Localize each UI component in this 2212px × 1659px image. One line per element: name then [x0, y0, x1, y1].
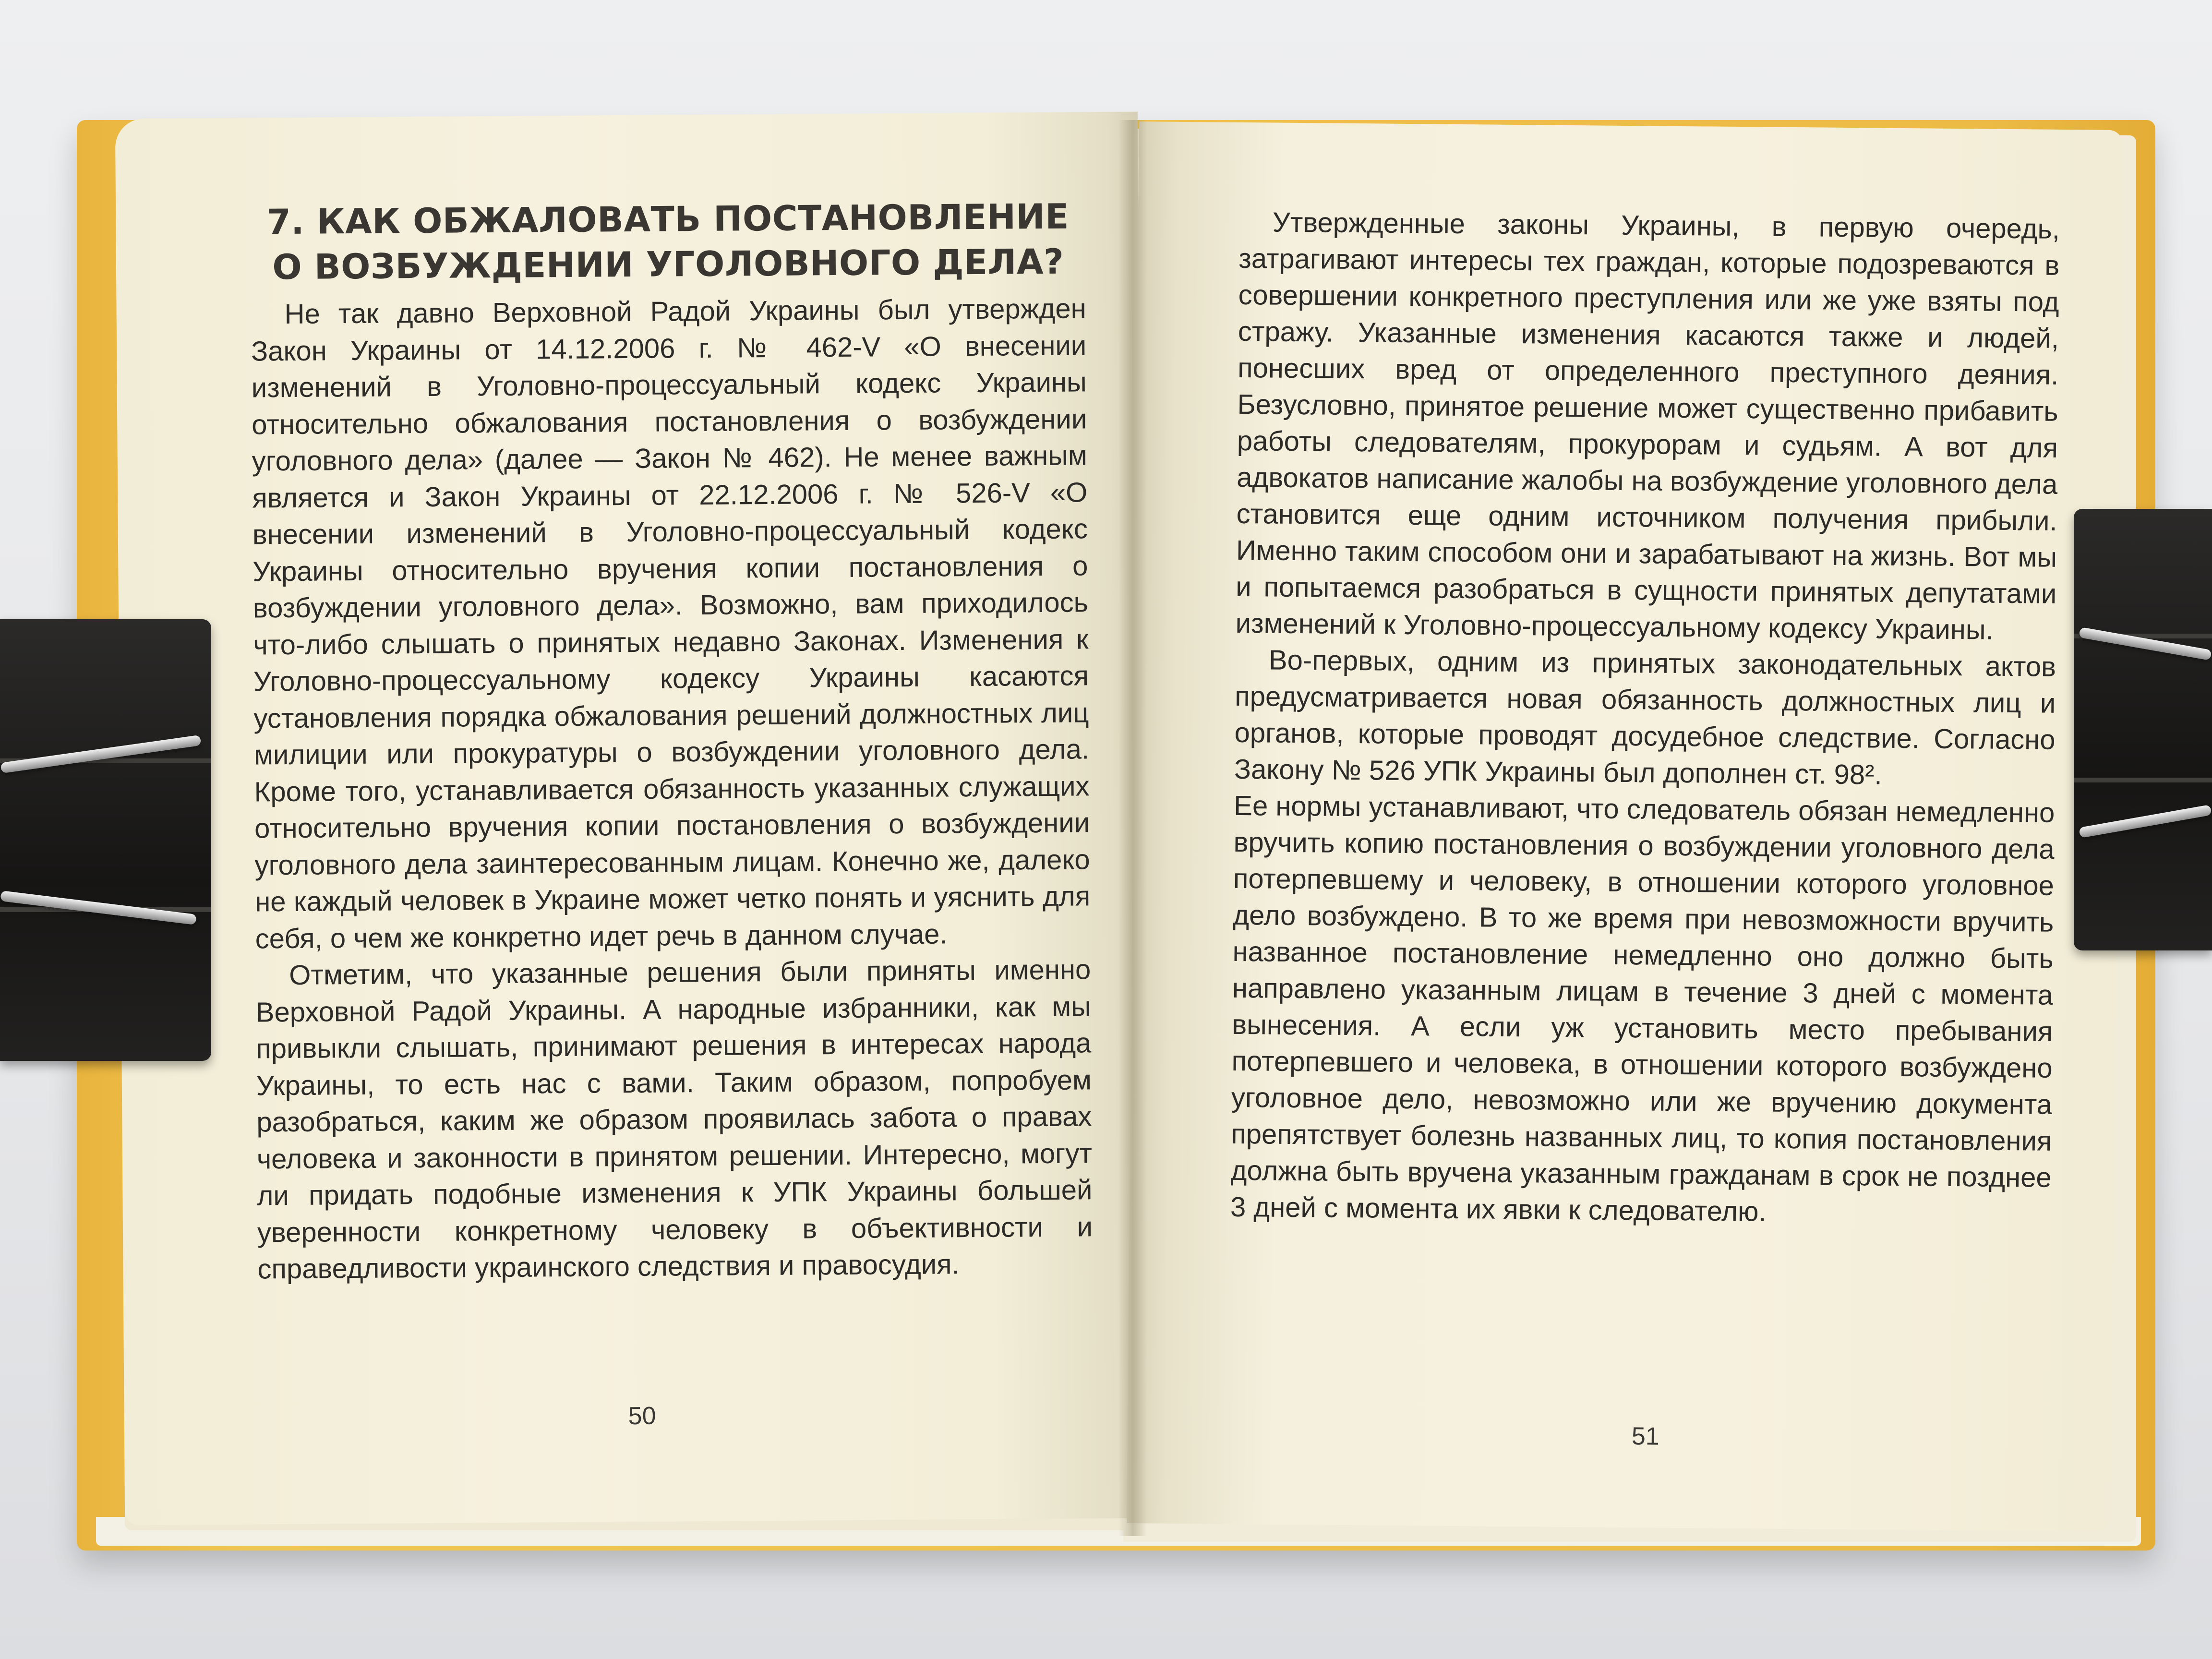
chapter-heading-line-1: 7. КАК ОБЖАЛОВАТЬ ПОСТАНОВЛЕНИЕ: [266, 196, 1070, 242]
page-number-right: 51: [1631, 1422, 1660, 1451]
chapter-heading: [250, 193, 1086, 289]
page-number-left: 50: [628, 1402, 656, 1431]
right-page: [1127, 121, 2123, 1532]
chapter-heading-line-2: О ВОЗБУЖДЕНИИ УГОЛОВНОГО ДЕЛА?: [272, 241, 1064, 288]
book-gutter: [1118, 120, 1147, 1536]
right-binder-clip: [2074, 509, 2212, 950]
right-paragraph-1: Утвержденные законы Украины, в первую очередь, затрагивают интересы тех граждан, которые подозреваются в совершении конкретного преступления или же уже взяты под стражу. Указанные изменения касаются также и людей, понесших вред от определенного преступного деяния. Безусловно, принятое решение может существенно прибавить работы следователям, прокурорам и судьям. А вот для адвокатов написание жалобы на возбуждение уголовного дела становится еще одним источником получения прибыли. Именно таким способом они и зарабатывают на жизнь. Вот мы и попытаемся разобраться в сущности принятых депутатами изменений к Уголовно-процессуальному кодексу Украины.: [1235, 206, 2060, 646]
left-paragraph-2: Отметим, что указанные решения были приняты именно Верховной Радой Украины. А народные избранники, как мы привыкли слышать, принимают решения в интересах народа Украины, то есть нас с вами. Таким образом, попробуем разобраться, каким же образом проявилась забота о правах человека и законности в принятом решении. Интересно, могут ли придать подобные изменения к УПК Украины большей уверенности конкретному человеку в объективности и справедливости украинского следствия и правосудия.: [255, 954, 1093, 1285]
right-paragraph-2: Во-первых, одним из принятых законодательных актов предусматривается новая обязанность должностных лиц и органов, которые проводят досудебное следствие. Согласно Закону № 526 УПК Украины был дополнен ст. 98².: [1234, 644, 2056, 791]
right-paragraph-3: Ее нормы устанавливают, что следователь обязан немедленно вручить копию постановления о возбуждении уголовного дела потерпевшему и человеку, в отношении которого уголовное дело возбуждено. В то же время при невозможности вручить названное постановление немедленно оно должно быть направлено указанным лицам в течение 3 дней с момента вынесения. А если уж установить место пребывания потерпевшего и человека, в отношении которого возбуждено уголовное дело, невозможно или же вручению документа препятствует болезнь названных лиц, то копия постановления должна быть вручена указанным гражданам в срок не позднее 3 дней с момента их явки к следователю.: [1230, 790, 2055, 1227]
clip-notch: [2074, 778, 2212, 782]
left-paragraph-1: Не так давно Верховной Радой Украины был утвержден Закон Украины от 14.12.2006 г. № 462-V «О внесении изменений в Уголовно-процессуальный кодекс Украины относительно обжалования постановления о возбуждении уголовного дела» (далее — Закон № 462). Не менее важным является и Закон Украины от 22.12.2006 г. № 526-V «О внесении изменений в Уголовно-процессуальный кодекс Украины относительно вручения копии постановления о возбуждении уголовного дела». Возможно, вам приходилось что-либо слышать о принятых недавно Законах. Изменения к Уголовно-процессуальному кодексу Украины касаются установления порядка обжалования решений должностных лиц милиции или прокуратуры о возбуждении уголовного дела. Кроме того, устанавливается обязанность указанных служащих относительно вручения копии постановления о возбуждении уголовного дела заинтересованным лицам. Конечно же, далеко не каждый человек в Украине может четко понять и уяснить для себя, о чем же конкретно идет речь в данном случае.: [251, 293, 1091, 954]
left-page: [115, 112, 1147, 1526]
left-binder-clip: [0, 619, 211, 1061]
